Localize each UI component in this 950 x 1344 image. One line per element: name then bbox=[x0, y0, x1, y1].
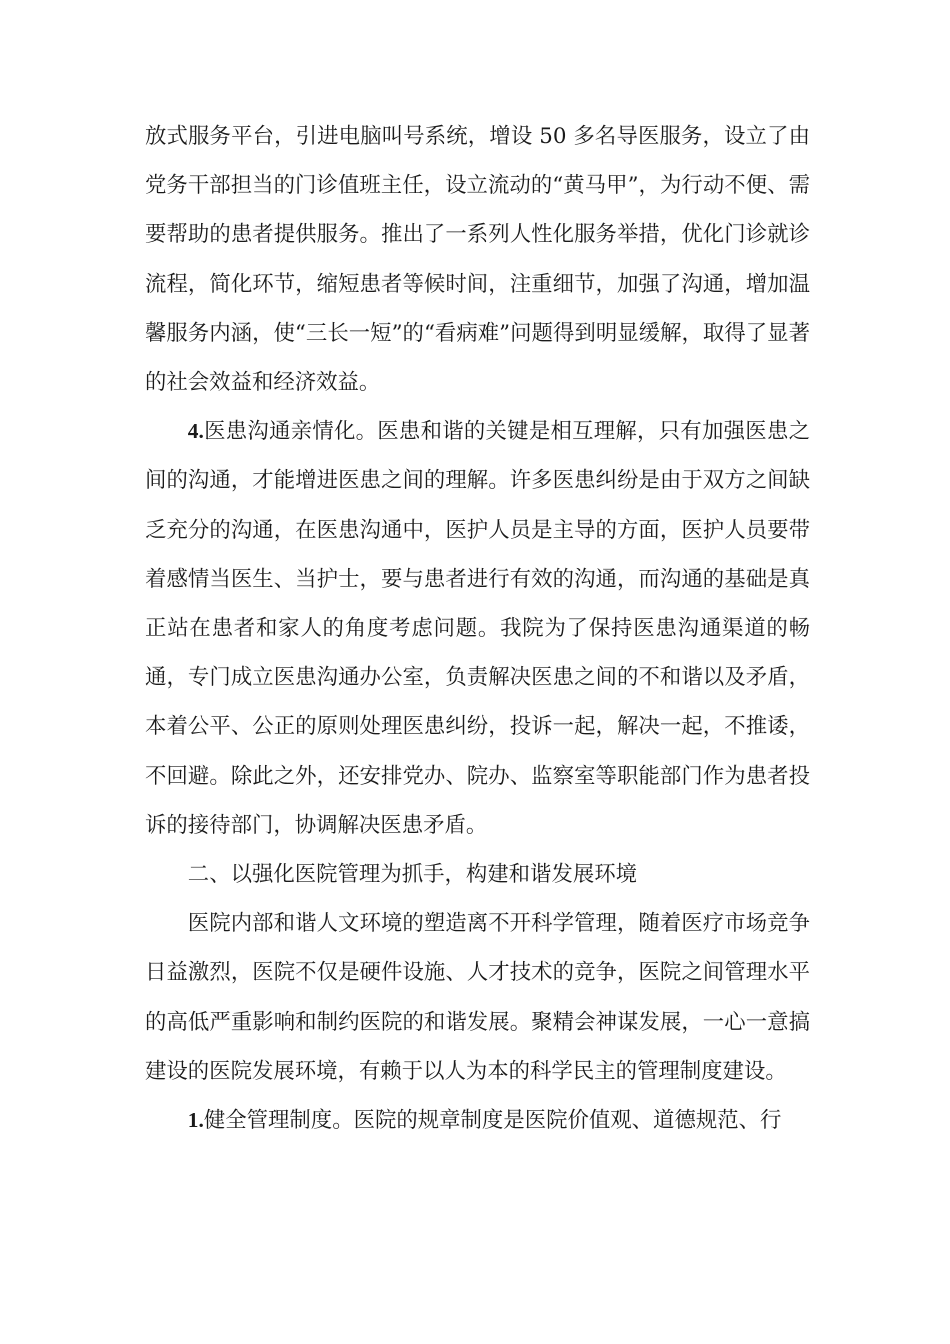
paragraph-doctor-patient-communication bbox=[145, 407, 810, 850]
section-heading-text: 二、以强化医院管理为抓手，构建和谐发展环境 bbox=[187, 862, 638, 888]
paragraph-hospital-management bbox=[145, 899, 810, 1096]
section-heading bbox=[145, 850, 810, 899]
paragraph-text: 放式服务平台，引进电脑叫号系统，增设 50 多名导医服务，设立了由党务干部担当的门诊值班主任，设立流动的“黄马甲”，为行动不便、需要帮助的患者提供服务。推出了一系列人性化服务举措，优化门诊就诊流程，简化环节，缩短患者等候时间，注重细节，加强了沟通，增加温馨服务内涵，使“三长一短”的“看病难”问题得到明显缓解，取得了显著的社会效益和经济效益。 bbox=[145, 124, 810, 396]
paragraph-management-system bbox=[145, 1096, 810, 1145]
paragraph-text: 健全管理制度。医院的规章制度是医院价值观、道德规范、行 bbox=[203, 1108, 782, 1134]
paragraph-text: 医院内部和谐人文环境的塑造离不开科学管理，随着医疗市场竞争日益激烈，医院不仅是硬件设施、人才技术的竞争，医院之间管理水平的高低严重影响和制约医院的和谐发展。聚精会神谋发展，一心一意搞建设的医院发展环境，有赖于以人为本的科学民主的管理制度建设。 bbox=[145, 911, 810, 1084]
paragraph-number: 4. bbox=[187, 419, 204, 444]
paragraph-text: 医患沟通亲情化。医患和谐的关键是相互理解，只有加强医患之间的沟通，才能增进医患之间的理解。许多医患纠纷是由于双方之间缺乏充分的沟通，在医患沟通中，医护人员是主导的方面，医护人员要带着感情当医生、当护士，要与患者进行有效的沟通，而沟通的基础是真正站在患者和家人的角度考虑问题。我院为了保持医患沟通渠道的畅通，专门成立医患沟通办公室，负责解决医患之间的不和谐以及矛盾，本着公平、公正的原则处理医患纠纷，投诉一起，解决一起，不推诿，不回避。除此之外，还安排党办、院办、监察室等职能部门作为患者投诉的接待部门，协调解决医患矛盾。 bbox=[145, 419, 810, 838]
document-body bbox=[145, 112, 810, 1145]
paragraph-service-platform bbox=[145, 112, 810, 407]
paragraph-number: 1. bbox=[187, 1108, 204, 1133]
